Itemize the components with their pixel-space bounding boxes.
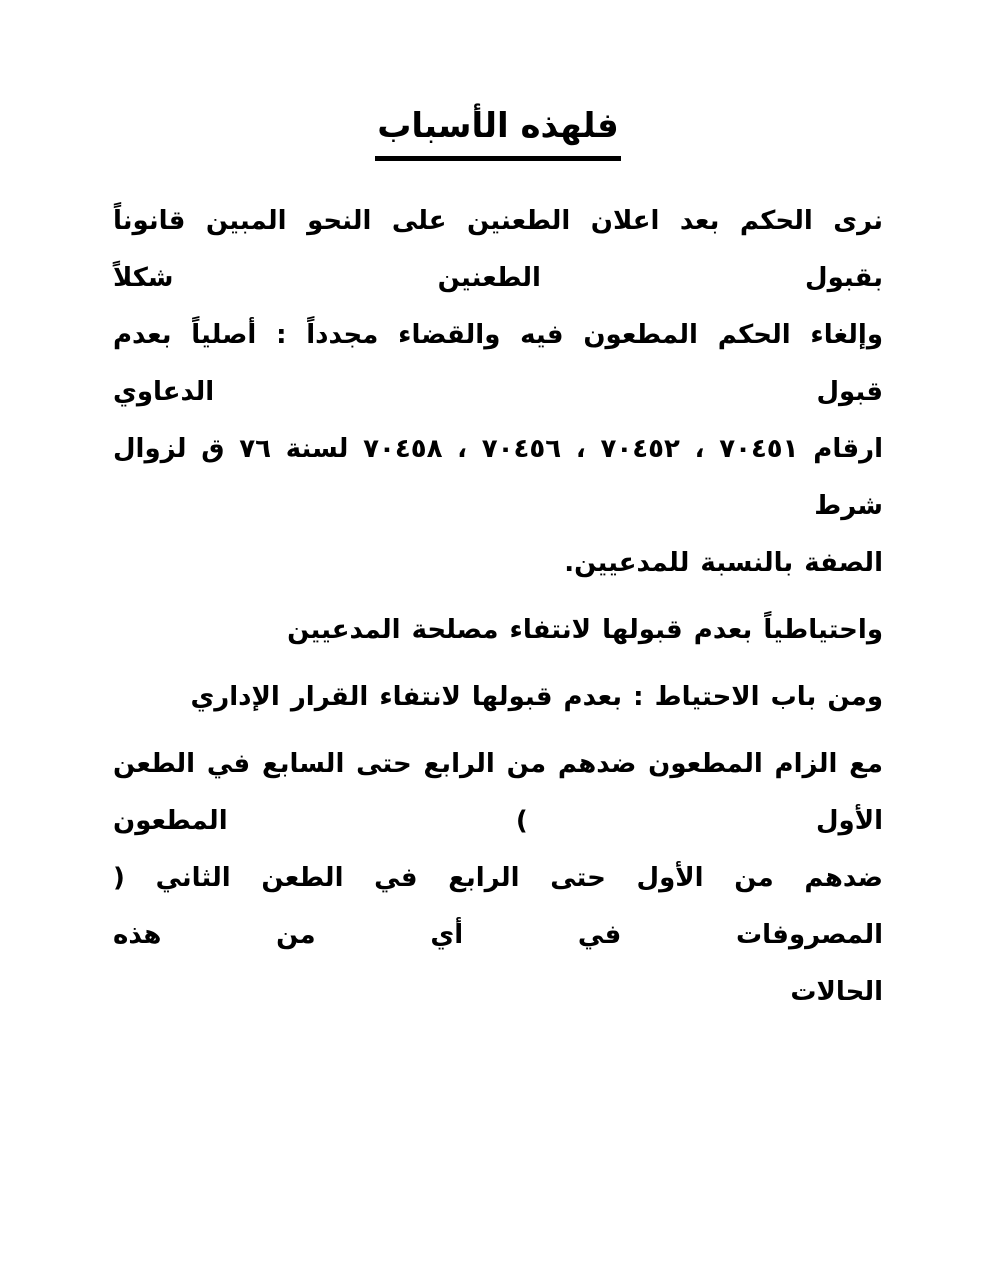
paragraph-alternative-2 xyxy=(113,669,883,726)
document-title: فلهذه الأسباب xyxy=(375,104,621,161)
paragraph-line: واحتياطياً بعدم قبولها لانتفاء مصلحة المدعيين xyxy=(287,615,883,646)
paragraph-line: مع الزام المطعون ضدهم من الرابع حتى السابع في الطعن الأول ) المطعون xyxy=(113,749,883,837)
paragraph-costs xyxy=(113,736,883,1021)
paragraph-line: ارقام ٧٠٤٥١ ، ٧٠٤٥٢ ، ٧٠٤٥٦ ، ٧٠٤٥٨ لسنة ٧٦ ق لزوال شرط xyxy=(113,434,884,522)
paragraph-ruling xyxy=(113,193,883,592)
paragraph-alternative-1 xyxy=(113,602,883,659)
paragraph-line: ضدهم من الأول حتى الرابع في الطعن الثاني ( المصروفات في أي من هذه xyxy=(113,863,883,951)
paragraph-line: الحالات xyxy=(790,977,883,1008)
title-row xyxy=(113,104,883,161)
paragraph-line: وإلغاء الحكم المطعون فيه والقضاء مجدداً : أصلياً بعدم قبول الدعاوي xyxy=(113,320,883,408)
paragraph-line: ومن باب الاحتياط : بعدم قبولها لانتفاء القرار الإداري xyxy=(190,682,883,713)
paragraph-line: نرى الحكم بعد اعلان الطعنين على النحو المبين قانوناً بقبول الطعنين شكلاً xyxy=(113,206,883,294)
paragraph-line: الصفة بالنسبة للمدعيين. xyxy=(564,548,883,579)
